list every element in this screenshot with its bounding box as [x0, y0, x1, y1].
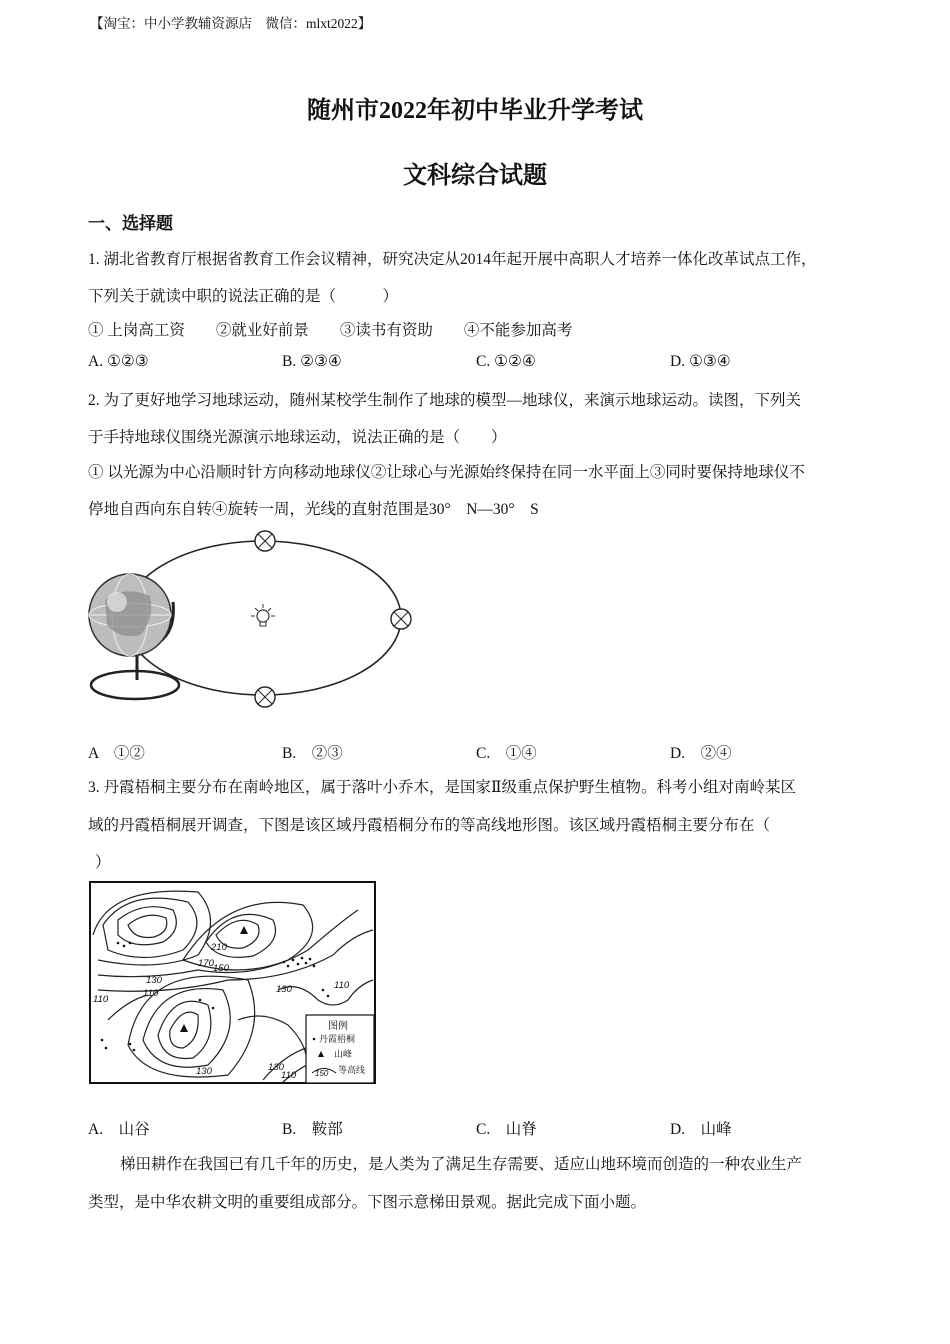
q2-stem-line3: ① 以光源为中心沿顺时针方向移动地球仪②让球心与光源始终保持在同一水平面上③同时要保持地球仪不 — [88, 464, 805, 481]
contour-label: 110 — [281, 1070, 297, 1081]
legend-title: 图例 — [328, 1021, 348, 1032]
contour-label: 130 — [268, 1062, 284, 1073]
contour-label: 150 — [213, 963, 229, 974]
globe-model-icon — [89, 574, 179, 699]
q3-stem-line3: ） — [95, 854, 111, 871]
header-note: 【淘宝：中小学教辅资源店 微信：mlxt2022】 — [90, 16, 372, 31]
earth-position-top — [255, 531, 275, 551]
section-heading: 一、选择题 — [88, 214, 173, 233]
contour-label: 210 — [211, 942, 227, 953]
contour-label: 130 — [196, 1066, 212, 1077]
q2-option-a: A ①② — [88, 745, 145, 762]
q2-option-b: B. ②③ — [282, 745, 343, 762]
q1-stem-line2: 下列关于就读中职的说法正确的是（ ） — [88, 288, 399, 305]
earth-position-right — [391, 609, 411, 629]
q3-option-b: B. 鞍部 — [282, 1121, 343, 1138]
exam-subtitle: 文科综合试题 — [403, 163, 547, 189]
q1-option-d: D. ①③④ — [670, 353, 731, 370]
q1-option-b: B. ②③④ — [282, 353, 342, 370]
passage-line1: 梯田耕作在我国已有几千年的历史，是人类为了满足生存需要、适应山地环境而创造的一种农业生产 — [120, 1155, 803, 1173]
q1-option-a: A. ①②③ — [88, 353, 149, 370]
contour-label: 110 — [143, 988, 159, 999]
contour-label: 110 — [334, 980, 350, 991]
q2-stem-line4: 停地自西向东自转④旋转一周，光线的直射范围是30° N—30° S — [88, 501, 539, 518]
q3-stem-line2: 域的丹霞梧桐展开调查，下图是该区域丹霞梧桐分布的等高线地形图。该区域丹霞梧桐主要分布在（ — [88, 817, 771, 834]
contour-label: 170 — [198, 958, 214, 969]
contour-label: 130 — [146, 975, 162, 986]
light-bulb-icon — [251, 604, 275, 626]
legend-item-peak: 山峰 — [334, 1050, 353, 1060]
q2-option-c: C. ①④ — [476, 745, 537, 762]
q1-option-c: C. ①②④ — [476, 353, 536, 370]
q1-stem-line1: 1. 湖北省教育厅根据省教育工作会议精神，研究决定从2014年起开展中高职人才培养一体化改革试点工作， — [88, 251, 817, 268]
q3-option-d: D. 山峰 — [670, 1121, 732, 1138]
q2-stem-line1: 2. 为了更好地学习地球运动，随州某校学生制作了地球的模型—地球仪，来演示地球运动。读图，下列关 — [88, 392, 802, 409]
q2-option-d: D. ②④ — [670, 745, 732, 762]
globe-orbit-figure — [85, 530, 425, 720]
q1-statements: ① 上岗高工资 ②就业好前景 ③读书有资助 ④不能参加高考 — [88, 322, 573, 339]
map-legend — [306, 1015, 374, 1083]
exam-title: 随州市2022年初中毕业升学考试 — [307, 98, 643, 124]
legend-contour-value: 150 — [315, 1069, 329, 1078]
contour-map — [88, 880, 378, 1086]
q2-stem-line2: 于手持地球仪围绕光源演示地球运动，说法正确的是（ ） — [88, 429, 507, 446]
q3-option-c: C. 山脊 — [476, 1121, 537, 1138]
q3-stem-line1: 3. 丹霞梧桐主要分布在南岭地区，属于落叶小乔木，是国家Ⅱ级重点保护野生植物。科考小组对南岭某区 — [88, 779, 797, 796]
earth-position-bottom — [255, 687, 275, 707]
passage-line2: 类型，是中华农耕文明的重要组成部分。下图示意梯田景观。据此完成下面小题。 — [88, 1193, 647, 1211]
legend-item-contour: 等高线 — [338, 1066, 366, 1076]
contour-label: 130 — [276, 984, 292, 995]
legend-item-tree: 丹霞梧桐 — [319, 1035, 356, 1045]
q3-option-a: A. 山谷 — [88, 1121, 150, 1138]
contour-label: 110 — [93, 994, 109, 1005]
